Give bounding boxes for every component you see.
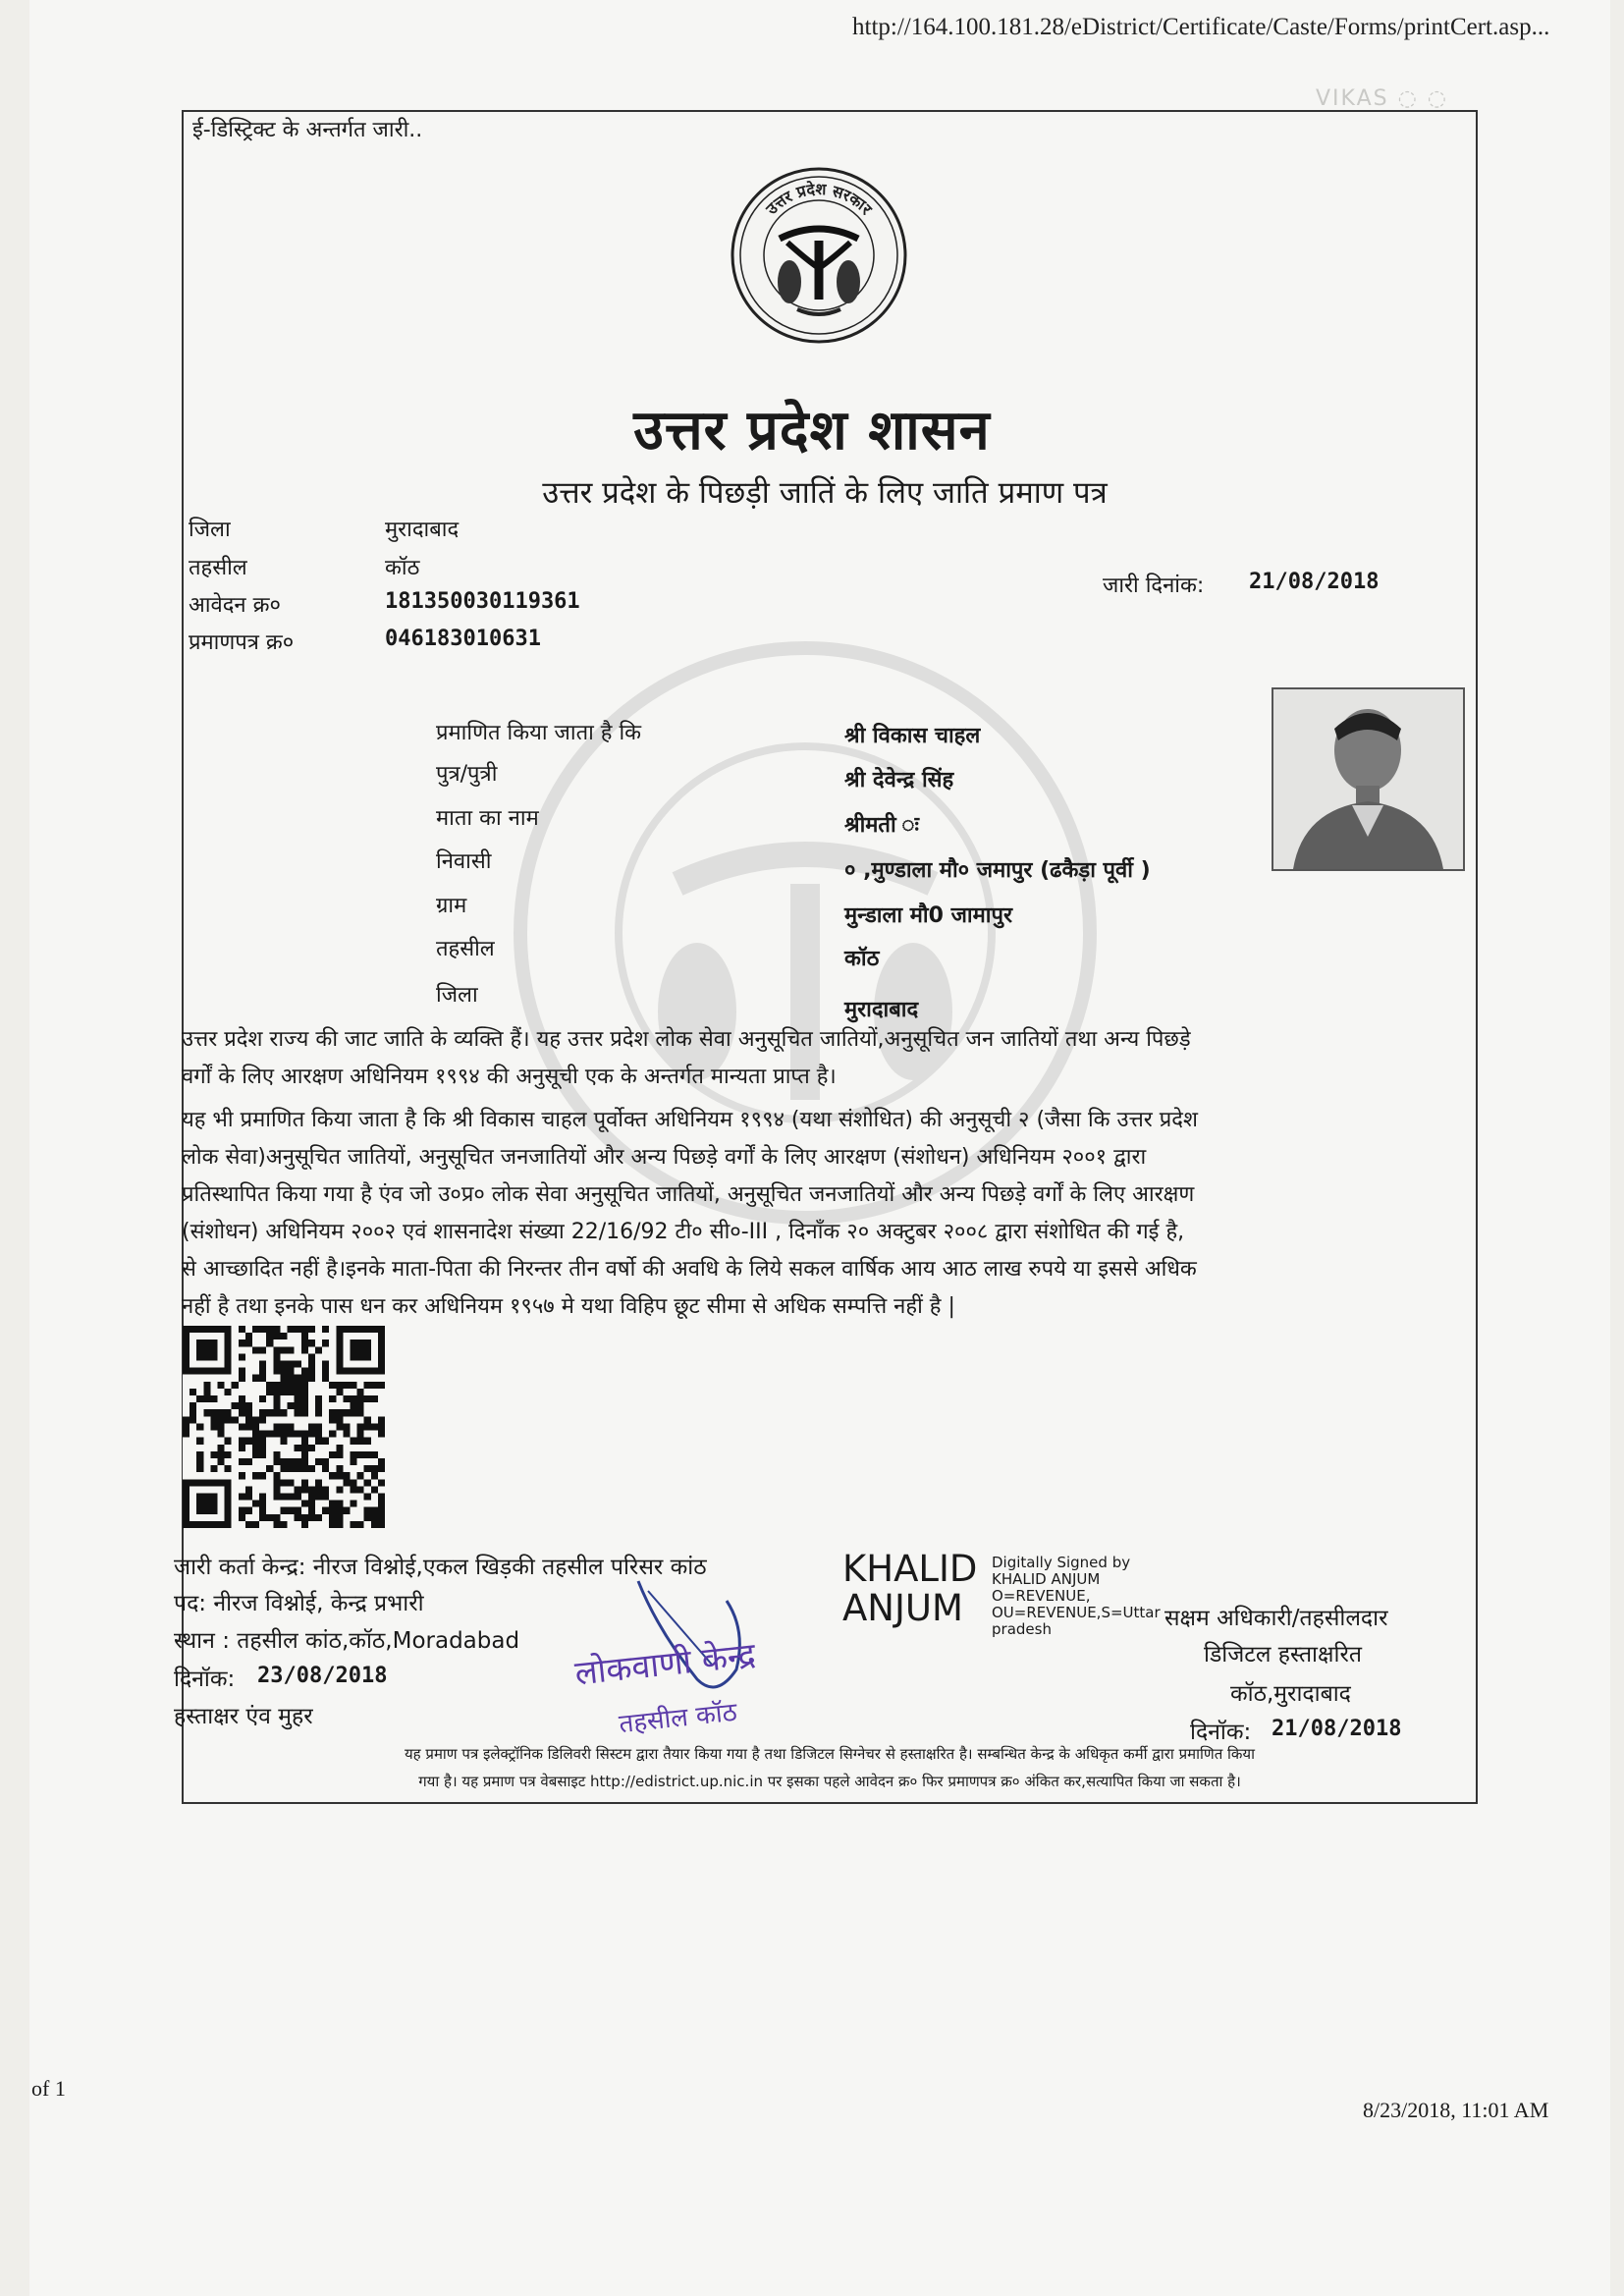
application-no-value: 181350030119361 bbox=[385, 589, 580, 614]
footer-line: यह प्रमाण पत्र इलेक्ट्रॉनिक डिलिवरी सिस्टम द्वारा तैयार किया गया है तथा डिजिटल सिग्नेचर से हस्ताक्षरित है। सम्बन्धित केन्द्र के अधिकृत कर्मी द्वारा प्रमाणित किया bbox=[404, 1745, 1255, 1763]
signer-name-line: ANJUM bbox=[842, 1587, 963, 1629]
issuing-centre: जारी कर्ता केन्द्र: नीरज विश्नोई,एकल खिड़की तहसील परिसर कांठ bbox=[174, 1555, 707, 1580]
issuer-date-value: 23/08/2018 bbox=[257, 1664, 388, 1688]
certificate-heading: उत्तर प्रदेश शासन bbox=[633, 399, 991, 463]
application-no-label: आवेदन क्र० bbox=[189, 593, 281, 618]
signature-details bbox=[992, 1555, 1161, 1638]
body-line: (संशोधन) अधिनियम २००२ एवं शासनादेश संख्या 22/16/92 टी० सी०-III , दिनाँक २० अक्टुबर २००८ द्वारा संशोधित की गई है, bbox=[182, 1220, 1185, 1244]
detail-label: तहसील bbox=[436, 937, 495, 961]
detail-value: कॉठ bbox=[844, 947, 880, 971]
signature-detail: Digitally Signed by bbox=[992, 1554, 1131, 1571]
footer-note bbox=[187, 1740, 1473, 1795]
body-line: यह भी प्रमाणित किया जाता है कि श्री विकास चाहल पूर्वोक्त अधिनियम १९९४ (यथा संशोधित) की अनुसूची २ (जैसा कि उत्तर प्रदेश bbox=[182, 1108, 1198, 1132]
district-value: मुरादाबाद bbox=[385, 518, 460, 542]
body-line: वर्गों के लिए आरक्षण अधिनियम १९९४ की अनुसूची एक के अन्तर्गत मान्यता प्राप्त है। bbox=[182, 1065, 837, 1089]
signature-detail: O=REVENUE, bbox=[992, 1587, 1091, 1605]
signer-name-line: KHALID bbox=[842, 1548, 978, 1590]
detail-label: माता का नाम bbox=[436, 806, 539, 831]
qr-code-icon bbox=[182, 1326, 386, 1528]
bleed-through-mark: VIKAS ◌ ◌ bbox=[1316, 86, 1448, 111]
state-emblem-icon bbox=[729, 162, 909, 349]
svg-text:उत्तर प्रदेश सरकार: उत्तर प्रदेश सरकार bbox=[762, 179, 876, 219]
tehsil-value: कॉठ bbox=[385, 556, 420, 580]
issuer-post: पद: नीरज विश्नोई, केन्द्र प्रभारी bbox=[174, 1591, 424, 1616]
stamp-line: लोकवाणी केन्द्र bbox=[572, 1635, 758, 1694]
detail-label: पुत्र/पुत्री bbox=[436, 762, 498, 787]
issuer-place: स्थान : तहसील कांठ,कॉठ,Moradabad bbox=[174, 1628, 520, 1654]
district-label: जिला bbox=[189, 518, 231, 542]
footer-line: गया है। यह प्रमाण पत्र वेबसाइट http://edistrict.up.nic.in पर इसका पहले आवेदन क्र० फिर प्रमाणपत्र क्र० अंकित कर,सत्यापित किया जा सकता है। bbox=[418, 1773, 1241, 1790]
detail-label: निवासी bbox=[436, 849, 492, 874]
print-url: http://164.100.181.28/eDistrict/Certificate/Caste/Forms/printCert.asp... bbox=[852, 14, 1550, 40]
authority-location: कॉठ,मुरादाबाद bbox=[1230, 1681, 1351, 1707]
detail-value: ० ,मुण्डाला मौ० जमापुर (ढकैड़ा पूर्वी ) bbox=[844, 858, 1151, 883]
signer-name bbox=[842, 1550, 977, 1628]
detail-value: श्रीमती ः bbox=[844, 813, 919, 838]
issue-date-value: 21/08/2018 bbox=[1249, 570, 1380, 594]
certificate-no-value: 046183010631 bbox=[385, 627, 541, 651]
seal-label: हस्ताक्षर एंव मुहर bbox=[174, 1704, 313, 1729]
body-line: उत्तर प्रदेश राज्य की जाट जाति के व्यक्ति हैं। यह उत्तर प्रदेश लोक सेवा अनुसूचित जातियों,अनुसूचित जन जातियों तथा अन्य पिछड़े bbox=[182, 1027, 1191, 1052]
detail-value: मुन्डाला मौ0 जामापुर bbox=[844, 903, 1012, 928]
detail-label: ग्राम bbox=[436, 894, 467, 918]
authority-signed: डिजिटल हस्ताक्षरित bbox=[1204, 1642, 1362, 1667]
issue-date-label: जारी दिनांक: bbox=[1103, 574, 1205, 598]
body-paragraph-2 bbox=[182, 1102, 1458, 1326]
detail-value: मुरादाबाद bbox=[844, 998, 919, 1022]
issued-under-note: ई-डिस्ट्रिक्ट के अन्तर्गत जारी.. bbox=[192, 118, 423, 142]
body-line: से आच्छादित नहीं है।इनके माता-पिता की निरन्तर तीन वर्षो की अवधि के लिये सकल वार्षिक आय आठ लाख रुपये या इससे अधिक bbox=[182, 1257, 1197, 1282]
signature-detail: OU=REVENUE,S=Uttar bbox=[992, 1604, 1161, 1621]
body-line: नहीं है तथा इनके पास धन कर अधिनियम १९५७ मे यथा विहिप छूट सीमा से अधिक सम्पत्ति नहीं है | bbox=[182, 1294, 955, 1319]
authority-title: सक्षम अधिकारी/तहसीलदार bbox=[1164, 1606, 1388, 1631]
stamp-line: तहसील कॉठ bbox=[617, 1697, 739, 1740]
signature-detail: pradesh bbox=[992, 1620, 1052, 1638]
body-paragraph-1 bbox=[182, 1021, 1458, 1096]
certificate-no-label: प्रमाणपत्र क्र० bbox=[189, 630, 295, 655]
certificate-subtitle: उत्तर प्रदेश के पिछड़ी जातिं के लिए जाति प्रमाण पत्र bbox=[542, 475, 1108, 511]
detail-value: श्री विकास चाहल bbox=[844, 724, 981, 748]
authority-date-value: 21/08/2018 bbox=[1272, 1717, 1402, 1741]
print-timestamp: 8/23/2018, 11:01 AM bbox=[1363, 2098, 1549, 2122]
detail-label: प्रमाणित किया जाता है कि bbox=[436, 721, 642, 745]
signature-detail: KHALID ANJUM bbox=[992, 1570, 1101, 1588]
page-count: of 1 bbox=[31, 2076, 66, 2101]
issuer-date-label: दिनॉक: bbox=[174, 1667, 236, 1692]
detail-label: जिला bbox=[436, 983, 478, 1008]
body-line: लोक सेवा)अनुसूचित जातियों, अनुसूचित जनजातियों और अन्य पिछड़े वर्गों के लिए आरक्षण (संशोधन) अधिनियम २००१ द्वारा bbox=[182, 1145, 1147, 1170]
detail-value: श्री देवेन्द्र सिंह bbox=[844, 768, 954, 793]
body-line: प्रतिस्थापित किया गया है एंव जो उ०प्र० लोक सेवा अनुसूचित जातियों, अनुसूचित जनजातियों और अन्य पिछड़े वर्गों के लिए आरक्षण bbox=[182, 1182, 1195, 1207]
authority-date-label: दिनॉक: bbox=[1190, 1720, 1252, 1745]
tehsil-label: तहसील bbox=[189, 556, 247, 580]
applicant-photo bbox=[1272, 687, 1465, 871]
